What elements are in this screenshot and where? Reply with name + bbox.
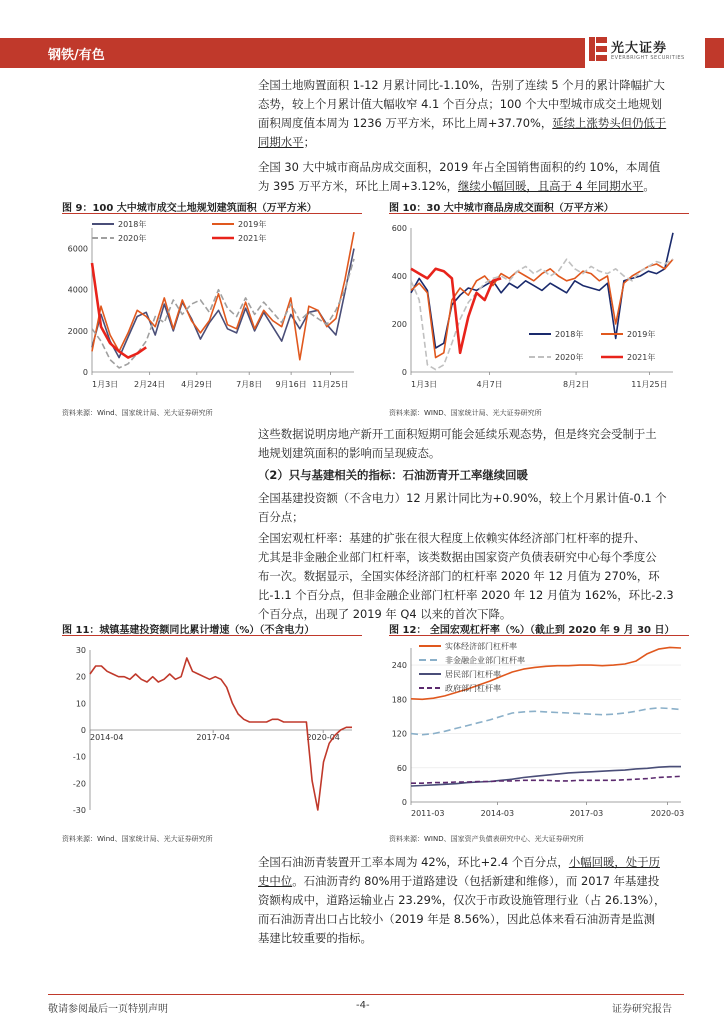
y-tick-label: 400 — [391, 272, 407, 281]
y-tick-label: 600 — [391, 224, 407, 233]
y-tick-label: 0 — [80, 726, 86, 735]
logo-text: 光大证券 — [611, 41, 668, 56]
paragraph-land-purchase: 全国土地购置面积 1-12 月累计同比-1.10%，告别了连续 5 个月的累计降幅扩大 态势，较上个月累计值大幅收窄 4.1 个百分点；100 个大中型城市成交土地规划 面积周度值本周为 1236 万平方米，环比上周+37.70%，延续上涨势头但仍低于 同期水平； — [258, 78, 667, 149]
company-logo — [585, 34, 705, 68]
y-tick-label: 2000 — [67, 326, 88, 336]
x-tick-label: 7月8日 — [236, 380, 263, 389]
logo-icon — [589, 37, 607, 61]
page-number: -4- — [356, 1000, 370, 1011]
x-tick-label: 2011-03 — [411, 809, 445, 818]
y-tick-label: 0 — [401, 368, 407, 377]
fig10-source: 资料来源：WIND、国家统计局、光大证券研究所 — [389, 409, 542, 417]
fig9-title: 图 9：100 大中城市成交土地规划建筑面积（万平方米） — [62, 203, 317, 214]
series-line — [411, 776, 681, 783]
paragraph-infra-investment: 全国基建投资额（不含电力）12 月累计同比为+0.90%，较上个月累计值-0.1 个 百分点； — [258, 491, 667, 524]
fig11-title: 图 11：城镇基建投资额同比累计增速（%）（不含电力） — [62, 625, 315, 636]
series-line — [411, 259, 673, 357]
x-tick-label: 2020-04 — [306, 733, 340, 742]
x-tick-label: 11月25日 — [312, 380, 349, 389]
fig12-source: 资料来源：WIND、国家资产负债表研究中心、光大证券研究所 — [389, 835, 584, 843]
logo-text-en: EVERBRIGHT SECURITIES — [611, 55, 685, 61]
fig12-title: 图 12： 全国宏观杠杆率（%）（截止到 2020 年 9 月 30 日） — [389, 625, 675, 636]
fig10-chart — [389, 216, 689, 396]
footer-rule — [48, 994, 684, 995]
legend-label: 2018年 — [118, 220, 147, 229]
x-tick-label: 9月16日 — [275, 380, 307, 389]
fig9-rule — [62, 213, 362, 214]
x-tick-label: 1月3日 — [411, 380, 438, 389]
fig10-title: 图 10：30 大中城市商品房成交面积（万平方米） — [389, 203, 614, 214]
x-tick-label: 4月29日 — [181, 380, 213, 389]
y-tick-label: 30 — [75, 646, 86, 655]
legend-label: 2021年 — [238, 234, 267, 243]
x-tick-label: 2014-04 — [90, 733, 124, 742]
y-tick-label: 60 — [396, 763, 407, 773]
footer-disclaimer: 敬请参阅最后一页特别声明 — [48, 1004, 168, 1015]
x-tick-label: 8月2日 — [562, 380, 590, 389]
legend-label: 2019年 — [238, 220, 267, 229]
x-tick-label: 11月25日 — [631, 380, 668, 389]
series-line — [92, 259, 354, 368]
x-tick-label: 2014-03 — [480, 809, 515, 818]
x-tick-label: 2020-03 — [650, 809, 685, 818]
y-tick-label: -20 — [72, 779, 86, 789]
y-tick-label: -10 — [72, 752, 86, 762]
series-line — [92, 249, 354, 358]
y-tick-label: 120 — [391, 729, 407, 739]
paragraph-housing-sales: 全国 30 大中城市商品房成交面积，2019 年占全国销售面积的约 10%，本周值 为 395 万平方米，环比上周+3.12%，继续小幅回暖，且高于 4 年同期水平。 — [258, 160, 661, 193]
y-tick-label: 200 — [391, 320, 407, 329]
section-subheading: （2）只与基建相关的指标：石油沥青开工率继续回暖 — [258, 468, 528, 482]
legend-label: 非金融企业部门杠杆率 — [445, 656, 525, 665]
legend-label: 2018年 — [555, 330, 584, 339]
fig9-source: 资料来源：Wind、国家统计局、光大证券研究所 — [62, 409, 213, 417]
footer-report-type: 证券研究报告 — [612, 1004, 672, 1015]
section-label: 钢铁/有色 — [48, 48, 105, 63]
y-tick-label: 0 — [401, 798, 407, 807]
y-tick-label: 0 — [82, 368, 88, 377]
fig11-chart — [62, 640, 362, 820]
y-tick-label: 4000 — [67, 285, 88, 295]
x-tick-label: 2017-04 — [196, 733, 230, 742]
legend-label: 政府部门杠杆率 — [445, 684, 501, 693]
y-tick-label: 6000 — [67, 244, 88, 254]
x-tick-label: 2017-03 — [569, 809, 604, 818]
legend-label: 2019年 — [627, 330, 656, 339]
paragraph-conclusion: 这些数据说明房地产新开工面积短期可能会延续乐观态势，但是终究会受制于土 地规划建筑面积的影响而呈现疲态。 — [258, 427, 657, 460]
x-tick-label: 4月7日 — [476, 380, 503, 389]
legend-label: 居民部门杠杆率 — [445, 670, 501, 679]
fig11-rule — [62, 635, 362, 636]
x-tick-label: 2月24日 — [133, 380, 166, 389]
y-tick-label: 10 — [75, 699, 86, 709]
legend-label: 2020年 — [118, 234, 147, 243]
fig12-rule — [389, 635, 689, 636]
x-tick-label: 1月3日 — [92, 380, 119, 389]
y-tick-label: 20 — [75, 672, 86, 682]
fig12-chart — [389, 640, 689, 820]
y-tick-label: -30 — [72, 806, 86, 815]
y-tick-label: 240 — [391, 661, 407, 671]
series-line — [411, 708, 681, 735]
series-line — [92, 232, 354, 360]
fig10-rule — [389, 213, 689, 214]
series-line — [411, 767, 681, 786]
fig11-source: 资料来源：Wind、国家统计局、光大证券研究所 — [62, 835, 213, 843]
paragraph-asphalt: 全国石油沥青装置开工率本周为 42%，环比+2.4 个百分点，小幅回暖，处于历 史中位。石油沥青约 80%用于道路建设（包括新建和维修），而 2017 年基建投 资额构成中，道路运输业占 23.29%，仅次于市政设施管理行业（占 26.13%）， 而石油沥青出口占比较小（2019 年是 8.56%），因此总体来看石油沥青是监测 基建比较重要的指标。 — [258, 855, 666, 945]
legend-label: 2021年 — [627, 353, 656, 362]
legend-label: 实体经济部门杠杆率 — [445, 642, 517, 651]
fig9-chart — [62, 216, 362, 396]
paragraph-leverage: 全国宏观杠杆率：基建的扩张在很大程度上依赖实体经济部门杠杆率的提升、 尤其是非金融企业部门杠杆率，该类数据由国家资产负债表研究中心每个季度公 布一次。数据显示，全国实体经济部门的杠杆率 2020 年 12 月值为 270%，环 比-1.1 个百分点，但非金融企业部门杠杆率 2020 年 12 月值为 162%，环比-2.3 个百分点，出现了 2019 年 Q4 以来的首次下降。 — [258, 531, 674, 621]
legend-label: 2020年 — [555, 353, 584, 362]
y-tick-label: 180 — [391, 695, 407, 705]
